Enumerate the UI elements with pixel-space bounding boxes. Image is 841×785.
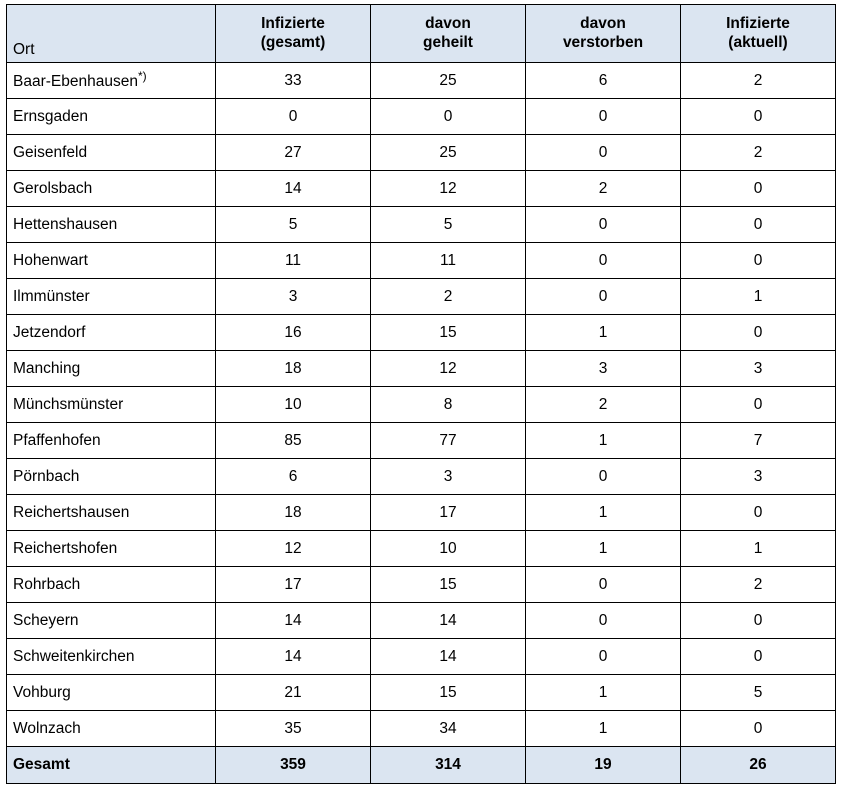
cell-infizierte-aktuell: 0 <box>681 603 836 639</box>
cell-infizierte-aktuell: 1 <box>681 279 836 315</box>
cell-infizierte-aktuell: 7 <box>681 423 836 459</box>
cell-ort <box>7 351 216 387</box>
cell-davon-geheilt: 25 <box>371 63 526 99</box>
cell-ort-text: Münchsmünster <box>13 395 124 413</box>
column-header-ort-line-1: Ort <box>13 40 35 58</box>
cell-infizierte-gesamt: 18 <box>216 351 371 387</box>
column-header-infizierte-gesamt <box>216 5 371 63</box>
cell-infizierte-aktuell: 0 <box>681 495 836 531</box>
cell-davon-verstorben: 0 <box>526 135 681 171</box>
cell-ort-text: Gerolsbach <box>13 179 93 197</box>
cell-davon-verstorben: 1 <box>526 675 681 711</box>
cell-davon-geheilt: 2 <box>371 279 526 315</box>
column-header-davon-verstorben <box>526 5 681 63</box>
cell-ort <box>7 459 216 495</box>
cell-ort <box>7 567 216 603</box>
table-row <box>7 135 836 171</box>
cell-ort-text: Hohenwart <box>13 251 88 269</box>
table-row <box>7 495 836 531</box>
cell-ort <box>7 279 216 315</box>
cell-infizierte-aktuell: 1 <box>681 531 836 567</box>
column-header-infizierte-gesamt-line-1: Infizierte <box>261 15 325 33</box>
cell-infizierte-aktuell: 0 <box>681 243 836 279</box>
cell-davon-verstorben: 1 <box>526 531 681 567</box>
cell-davon-geheilt: 11 <box>371 243 526 279</box>
cell-infizierte-gesamt: 35 <box>216 711 371 747</box>
cell-ort-text: Hettenshausen <box>13 215 118 233</box>
column-header-davon-geheilt-line-1: davon <box>425 15 471 33</box>
cell-ort <box>7 315 216 351</box>
cell-ort <box>7 135 216 171</box>
cell-ort <box>7 63 216 99</box>
cell-davon-geheilt: 3 <box>371 459 526 495</box>
cell-infizierte-aktuell: 2 <box>681 135 836 171</box>
cell-infizierte-gesamt: 27 <box>216 135 371 171</box>
cell-ort <box>7 99 216 135</box>
cell-davon-geheilt: 15 <box>371 315 526 351</box>
cell-davon-verstorben: 0 <box>526 207 681 243</box>
table-row <box>7 171 836 207</box>
cell-davon-geheilt: 0 <box>371 99 526 135</box>
cell-davon-verstorben: 2 <box>526 171 681 207</box>
cell-infizierte-gesamt: 11 <box>216 243 371 279</box>
cell-infizierte-gesamt: 16 <box>216 315 371 351</box>
column-header-davon-geheilt-line-2: geheilt <box>423 33 473 51</box>
cell-infizierte-aktuell: 2 <box>681 63 836 99</box>
cell-ort <box>7 387 216 423</box>
cell-ort <box>7 243 216 279</box>
table-row <box>7 603 836 639</box>
cell-infizierte-aktuell: 0 <box>681 171 836 207</box>
cell-infizierte-gesamt: 18 <box>216 495 371 531</box>
table-row <box>7 63 836 99</box>
cell-davon-verstorben: 0 <box>526 459 681 495</box>
cell-infizierte-aktuell: 0 <box>681 315 836 351</box>
cell-total-label: Gesamt <box>7 747 216 784</box>
cell-ort-text: Reichertshausen <box>13 503 130 521</box>
table-row <box>7 639 836 675</box>
cell-infizierte-aktuell: 0 <box>681 207 836 243</box>
cell-ort-text: Rohrbach <box>13 575 81 593</box>
cell-ort-text: Reichertshofen <box>13 539 118 557</box>
cell-ort <box>7 639 216 675</box>
cell-ort-text: Wolnzach <box>13 719 81 737</box>
cell-ort-text: Jetzendorf <box>13 323 86 341</box>
cell-davon-geheilt: 14 <box>371 603 526 639</box>
cell-ort-text: Schweitenkirchen <box>13 647 135 665</box>
cell-ort-text: Pörnbach <box>13 467 80 485</box>
cell-davon-geheilt: 15 <box>371 675 526 711</box>
cell-ort <box>7 207 216 243</box>
cell-infizierte-gesamt: 14 <box>216 171 371 207</box>
table-row <box>7 675 836 711</box>
cell-davon-verstorben: 1 <box>526 315 681 351</box>
cell-davon-geheilt: 12 <box>371 351 526 387</box>
cell-davon-verstorben: 2 <box>526 387 681 423</box>
cell-infizierte-aktuell: 0 <box>681 711 836 747</box>
cell-davon-geheilt: 17 <box>371 495 526 531</box>
cell-ort-text: Geisenfeld <box>13 143 88 161</box>
column-header-ort <box>7 5 216 63</box>
table-row <box>7 567 836 603</box>
table-row <box>7 459 836 495</box>
table-row <box>7 243 836 279</box>
column-header-infizierte-aktuell <box>681 5 836 63</box>
cell-ort-footnote: *) <box>137 69 147 84</box>
cell-davon-geheilt: 12 <box>371 171 526 207</box>
cell-ort-text: Scheyern <box>13 611 79 629</box>
table-total-row <box>7 747 836 784</box>
cell-infizierte-aktuell: 3 <box>681 351 836 387</box>
column-header-davon-verstorben-line-2: verstorben <box>562 33 644 51</box>
cell-infizierte-gesamt: 5 <box>216 207 371 243</box>
cell-infizierte-aktuell: 0 <box>681 639 836 675</box>
cell-ort-text: Vohburg <box>13 683 71 701</box>
table-row <box>7 315 836 351</box>
column-header-infizierte-aktuell-line-2: (aktuell) <box>728 33 788 51</box>
column-header-davon-geheilt <box>371 5 526 63</box>
table-row <box>7 711 836 747</box>
cell-ort-text: Manching <box>13 359 81 377</box>
cell-davon-verstorben: 1 <box>526 495 681 531</box>
cell-infizierte-aktuell: 3 <box>681 459 836 495</box>
cell-total-infizierte-gesamt: 359 <box>216 747 371 784</box>
cell-infizierte-gesamt: 12 <box>216 531 371 567</box>
cell-infizierte-aktuell: 2 <box>681 567 836 603</box>
cell-davon-geheilt: 10 <box>371 531 526 567</box>
table-row <box>7 387 836 423</box>
cell-davon-verstorben: 0 <box>526 279 681 315</box>
cell-infizierte-gesamt: 21 <box>216 675 371 711</box>
cell-davon-verstorben: 0 <box>526 567 681 603</box>
table-row <box>7 351 836 387</box>
cell-davon-geheilt: 25 <box>371 135 526 171</box>
cell-davon-verstorben: 1 <box>526 711 681 747</box>
cell-ort-text: Ilmmünster <box>13 287 90 305</box>
cell-davon-verstorben: 0 <box>526 603 681 639</box>
cell-infizierte-aktuell: 5 <box>681 675 836 711</box>
cell-davon-verstorben: 0 <box>526 99 681 135</box>
cell-davon-verstorben: 6 <box>526 63 681 99</box>
cell-ort <box>7 495 216 531</box>
table-row <box>7 423 836 459</box>
cell-davon-geheilt: 5 <box>371 207 526 243</box>
cell-davon-geheilt: 34 <box>371 711 526 747</box>
cell-davon-geheilt: 8 <box>371 387 526 423</box>
table-header-row <box>7 5 836 63</box>
cell-total-davon-verstorben: 19 <box>526 747 681 784</box>
table-row <box>7 207 836 243</box>
column-header-infizierte-aktuell-line-1: Infizierte <box>726 15 790 33</box>
cell-infizierte-gesamt: 6 <box>216 459 371 495</box>
cell-davon-verstorben: 3 <box>526 351 681 387</box>
cell-total-infizierte-aktuell: 26 <box>681 747 836 784</box>
cell-ort <box>7 171 216 207</box>
cell-davon-verstorben: 1 <box>526 423 681 459</box>
cell-total-davon-geheilt: 314 <box>371 747 526 784</box>
cell-infizierte-gesamt: 17 <box>216 567 371 603</box>
cell-infizierte-gesamt: 33 <box>216 63 371 99</box>
cell-ort <box>7 711 216 747</box>
cell-infizierte-aktuell: 0 <box>681 99 836 135</box>
cell-davon-verstorben: 0 <box>526 639 681 675</box>
cell-davon-verstorben: 0 <box>526 243 681 279</box>
column-header-infizierte-gesamt-line-2: (gesamt) <box>260 33 326 51</box>
column-header-davon-verstorben-line-1: davon <box>580 15 626 33</box>
cell-davon-geheilt: 15 <box>371 567 526 603</box>
cell-infizierte-gesamt: 14 <box>216 639 371 675</box>
cell-ort <box>7 531 216 567</box>
cell-ort-text: Pfaffenhofen <box>13 431 101 449</box>
cell-ort-text: Baar-Ebenhausen <box>13 73 138 91</box>
cell-infizierte-gesamt: 85 <box>216 423 371 459</box>
table-row <box>7 279 836 315</box>
table-row <box>7 99 836 135</box>
cell-davon-geheilt: 14 <box>371 639 526 675</box>
cell-ort <box>7 423 216 459</box>
table-row <box>7 531 836 567</box>
cell-infizierte-gesamt: 0 <box>216 99 371 135</box>
cell-infizierte-gesamt: 10 <box>216 387 371 423</box>
cell-infizierte-aktuell: 0 <box>681 387 836 423</box>
cell-ort <box>7 603 216 639</box>
cell-infizierte-gesamt: 14 <box>216 603 371 639</box>
cell-ort <box>7 675 216 711</box>
cell-ort-text: Ernsgaden <box>13 107 88 125</box>
cell-davon-geheilt: 77 <box>371 423 526 459</box>
covid-cases-table <box>6 4 836 784</box>
cell-infizierte-gesamt: 3 <box>216 279 371 315</box>
